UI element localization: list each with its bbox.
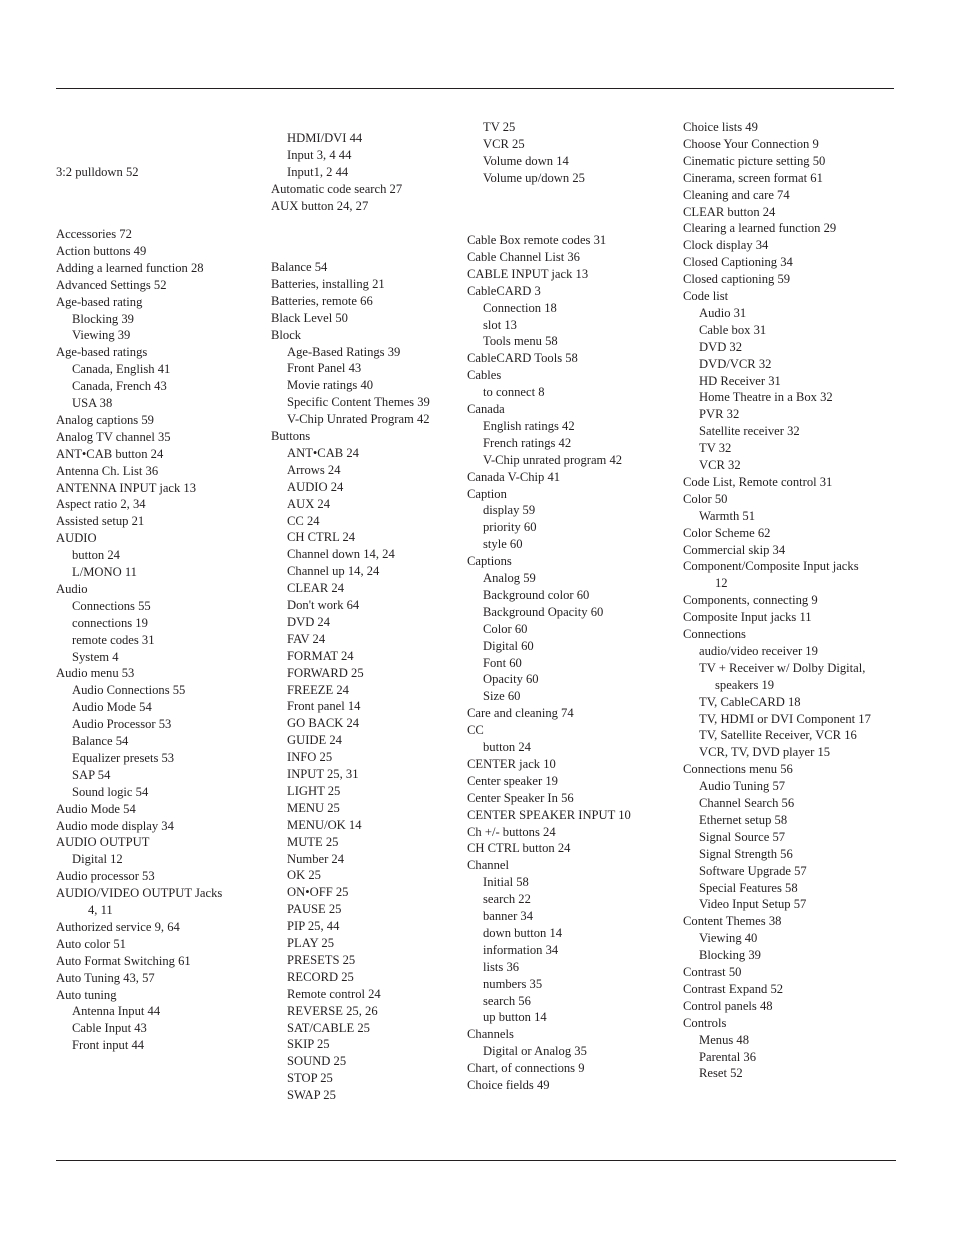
index-subentry: AUX 24: [287, 496, 331, 511]
index-subentry: Blocking 39: [699, 948, 761, 963]
index-subentry: TV, CableCARD 18: [699, 694, 801, 709]
index-entry: CLEAR button 24: [683, 204, 776, 219]
index-entry: Content Themes 38: [683, 914, 782, 929]
index-subentry: FORWARD 25: [287, 665, 364, 680]
header-rule: [56, 88, 894, 89]
index-subentry: RECORD 25: [287, 969, 354, 984]
index-subentry: CH CTRL 24: [287, 530, 356, 545]
index-subentry: Digital 12: [72, 852, 123, 867]
index-subentry: Channel Search 56: [699, 796, 795, 810]
index-subentry: DVD/VCR 32: [699, 356, 772, 371]
index-subentry: FORMAT 24: [287, 648, 354, 663]
index-entry: Controls: [683, 1015, 727, 1030]
index-subentry: Movie ratings 40: [287, 378, 374, 393]
index-entry: Age-based ratings: [56, 345, 148, 360]
index-entry: Chart, of connections 9: [467, 1061, 585, 1076]
index-entry: ANTENNA INPUT jack 13: [56, 480, 197, 495]
index-subentry: Video Input Setup 57: [699, 897, 807, 912]
index-entry: Clearing a learned function 29: [683, 221, 837, 236]
index-entry: Cable Channel List 36: [467, 249, 580, 264]
index-subentry: SWAP 25: [287, 1088, 336, 1103]
index-entry: Assisted setup 21: [56, 514, 145, 529]
index-subentry: V-Chip unrated program 42: [483, 452, 623, 467]
index-entry: Auto Tuning 43, 57: [56, 970, 155, 985]
index-subentry: Connections 55: [72, 598, 151, 613]
index-entry: Cinerama, screen format 61: [683, 170, 823, 185]
index-subentry: Balance 54: [72, 734, 129, 748]
index-subentry: Front input 44: [72, 1038, 145, 1053]
index-entry: Batteries, installing 21: [271, 276, 385, 291]
index-entry: Age-based rating: [56, 294, 143, 309]
index-entry: Caption: [467, 486, 507, 501]
index-entry-continuation: speakers 19: [715, 677, 775, 692]
index-subentry: Canada, French 43: [72, 379, 167, 394]
index-entry: Automatic code search 27: [271, 181, 403, 196]
index-entry: Contrast Expand 52: [683, 981, 784, 996]
index-subentry: style 60: [483, 537, 523, 552]
index-subentry: down button 14: [483, 925, 563, 940]
index-entry: Advanced Settings 52: [56, 277, 167, 292]
index-subentry: TV + Receiver w/ Dolby Digital,: [699, 660, 866, 675]
index-subentry: Remote control 24: [287, 986, 381, 1001]
index-subentry: L/MONO 11: [72, 565, 137, 579]
index-subentry: Volume down 14: [483, 153, 569, 168]
index-subentry: MENU 25: [287, 800, 340, 815]
index-subentry: Background color 60: [483, 587, 590, 602]
index-entry: Connections menu 56: [683, 762, 793, 777]
index-entry: CENTER SPEAKER INPUT 10: [467, 807, 631, 822]
index-entry: Analog TV channel 35: [56, 429, 171, 444]
index-subentry: VCR, TV, DVD player 15: [699, 745, 831, 760]
index-entry: Control panels 48: [683, 998, 773, 1013]
index-entry: Code list: [683, 289, 729, 303]
index-subentry: Parental 36: [699, 1049, 757, 1064]
index-subentry: Blocking 39: [72, 311, 134, 326]
index-subentry: Signal Source 57: [699, 829, 786, 844]
index-subentry: Initial 58: [483, 875, 529, 890]
index-entry: Center speaker 19: [467, 773, 558, 788]
index-subentry: INPUT 25, 31: [287, 767, 359, 781]
index-subentry: Front Panel 43: [287, 361, 362, 376]
index-entry: Cables: [467, 368, 502, 383]
index-entry: CableCARD Tools 58: [467, 351, 578, 366]
index-subentry: Special Features 58: [699, 880, 798, 895]
index-subentry: Number 24: [287, 851, 345, 866]
index-subentry: Channel down 14, 24: [287, 547, 395, 562]
index-entry: Code List, Remote control 31: [683, 474, 833, 489]
index-subentry: Digital 60: [483, 638, 534, 653]
index-subentry: search 56: [483, 993, 531, 1008]
index-subentry: Viewing 40: [699, 931, 758, 946]
index-subentry: up button 14: [483, 1010, 547, 1025]
index-subentry: LIGHT 25: [287, 783, 341, 798]
index-subentry: Font 60: [483, 655, 522, 670]
index-entry: Cable Box remote codes 31: [467, 233, 607, 247]
index-subentry: Home Theatre in a Box 32: [699, 390, 833, 405]
index-entry: Composite Input jacks 11: [683, 610, 812, 625]
index-subentry: search 22: [483, 892, 531, 907]
index-entry: Components, connecting 9: [683, 593, 818, 608]
index-entry: Captions: [467, 554, 512, 569]
index-entry: Antenna Ch. List 36: [56, 463, 159, 478]
index-subentry: PRESETS 25: [287, 952, 356, 967]
index-entry: Choice lists 49: [683, 120, 758, 134]
index-subentry: SKIP 25: [287, 1037, 330, 1052]
index-entry: Cleaning and care 74: [683, 187, 790, 202]
index-subentry: numbers 35: [483, 976, 543, 991]
index-subentry: TV 25: [483, 120, 516, 134]
index-subentry: Reset 52: [699, 1066, 743, 1081]
index-entry: Component/Composite Input jacks: [683, 559, 859, 574]
index-entry: Color Scheme 62: [683, 525, 771, 540]
index-entry: Closed Captioning 34: [683, 255, 793, 270]
index-subentry: Warmth 51: [699, 508, 755, 523]
index-subentry: Viewing 39: [72, 328, 131, 343]
index-entry: AUDIO OUTPUT: [56, 835, 150, 850]
index-subentry: FAV 24: [287, 631, 326, 646]
index-subentry: Equalizer presets 53: [72, 750, 175, 765]
index-subentry: REVERSE 25, 26: [287, 1003, 378, 1018]
index-entry: Audio mode display 34: [56, 818, 174, 833]
index-subentry: SOUND 25: [287, 1054, 347, 1069]
index-subentry: connections 19: [72, 615, 148, 630]
index-entry: Contrast 50: [683, 965, 742, 979]
index-entry: Audio processor 53: [56, 869, 155, 884]
index-subentry: TV, HDMI or DVI Component 17: [699, 711, 871, 726]
index-entry: Audio Mode 54: [56, 801, 136, 816]
index-subentry: Background Opacity 60: [483, 604, 604, 619]
index-subentry: display 59: [483, 503, 536, 518]
index-subentry: CLEAR 24: [287, 581, 345, 596]
index-entry: CH CTRL button 24: [467, 841, 571, 856]
index-subentry: ON•OFF 25: [287, 885, 349, 900]
index-subentry: Don't work 64: [287, 598, 360, 612]
index-subentry: TV, Satellite Receiver, VCR 16: [699, 728, 857, 743]
index-subentry: INFO 25: [287, 750, 333, 765]
index-entry: Closed captioning 59: [683, 272, 791, 287]
index-subentry: slot 13: [483, 317, 517, 332]
index-subentry: SAP 54: [72, 767, 111, 782]
index-subentry: PAUSE 25: [287, 902, 342, 917]
index-entry: Auto color 51: [56, 936, 126, 951]
index-subentry: Satellite receiver 32: [699, 424, 800, 439]
index-entry: Clock display 34: [683, 238, 769, 253]
index-subentry: Size 60: [483, 689, 521, 704]
index-entry: Ch +/- buttons 24: [467, 824, 556, 839]
index-entry: CABLE INPUT jack 13: [467, 266, 589, 281]
index-subentry: lists 36: [483, 959, 520, 974]
index-subentry: MENU/OK 14: [287, 817, 362, 832]
index-subentry: Channel up 14, 24: [287, 564, 380, 579]
index-subentry: audio/video receiver 19: [699, 643, 818, 658]
index-subentry: HDMI/DVI 44: [287, 131, 363, 145]
index-entry: Care and cleaning 74: [467, 706, 574, 721]
index-subentry: AUDIO 24: [287, 479, 344, 494]
index-subentry: remote codes 31: [72, 632, 155, 647]
index-entry: Balance 54: [271, 260, 328, 274]
index-entry: ANT•CAB button 24: [56, 446, 164, 461]
index-subentry: CC 24: [287, 513, 320, 528]
index-entry: AUDIO/VIDEO OUTPUT Jacks: [56, 886, 223, 901]
index-entry: 3:2 pulldown 52: [56, 165, 139, 179]
index-entry: Authorized service 9, 64: [56, 919, 180, 934]
index-subentry: DVD 32: [699, 339, 743, 354]
index-subentry: Audio Processor 53: [72, 717, 172, 732]
index-entry: Auto tuning: [56, 987, 117, 1002]
index-subentry: System 4: [72, 649, 119, 664]
index-subentry: VCR 32: [699, 458, 741, 472]
index-entry: AUDIO: [56, 531, 97, 546]
index-entry: Canada V-Chip 41: [467, 469, 561, 484]
index-entry: Batteries, remote 66: [271, 293, 373, 308]
index-entry: Connections: [683, 627, 746, 641]
index-subentry: Opacity 60: [483, 672, 539, 687]
index-entry: Cinematic picture setting 50: [683, 153, 826, 168]
index-subentry: Cable box 31: [699, 322, 767, 337]
index-subentry: button 24: [72, 548, 120, 563]
index-subentry: PLAY 25: [287, 936, 335, 950]
index-entry: CENTER jack 10: [467, 756, 556, 771]
index-subentry: USA 38: [72, 396, 113, 410]
index-subentry: VCR 25: [483, 136, 525, 151]
index-subentry: Tools menu 58: [483, 334, 558, 349]
index-entry: Audio menu 53: [56, 666, 135, 681]
index-subentry: Volume up/down 25: [483, 170, 585, 185]
index-subentry: GO BACK 24: [287, 716, 360, 731]
index-entry: Block: [271, 327, 302, 342]
index-subentry: Analog 59: [483, 571, 536, 585]
index-subentry: Cable Input 43: [72, 1021, 147, 1036]
index-subentry: Ethernet setup 58: [699, 812, 788, 827]
index-subentry: Signal Strength 56: [699, 846, 793, 861]
index-subentry: Arrows 24: [287, 462, 341, 477]
index-entry: Choose Your Connection 9: [683, 136, 819, 151]
index-subentry: priority 60: [483, 520, 537, 535]
index-subentry: ANT•CAB 24: [287, 445, 359, 460]
index-subentry: information 34: [483, 942, 559, 957]
index-subentry: Menus 48: [699, 1032, 750, 1047]
index-entry: Adding a learned function 28: [56, 260, 204, 275]
index-subentry: OK 25: [287, 868, 321, 883]
index-subentry: to connect 8: [483, 385, 545, 400]
index-subentry: Input 3, 4 44: [287, 147, 352, 162]
index-subentry: DVD 24: [287, 614, 331, 629]
index-subentry: banner 34: [483, 909, 534, 923]
index-subentry: Antenna Input 44: [72, 1004, 161, 1019]
index-entry: Channel: [467, 858, 509, 873]
index-entry: Analog captions 59: [56, 412, 154, 427]
index-subentry: Audio 31: [699, 305, 747, 320]
footer-rule: [56, 1160, 896, 1161]
index-entry: Black Level 50: [271, 310, 348, 325]
index-entry: CC: [467, 723, 484, 738]
index-subentry: Audio Mode 54: [72, 700, 152, 715]
index-entry: Center Speaker In 56: [467, 790, 574, 805]
index-subentry: English ratings 42: [483, 418, 575, 433]
index-subentry: Digital or Analog 35: [483, 1044, 587, 1059]
index-entry: Accessories 72: [56, 227, 132, 241]
index-subentry: SAT/CABLE 25: [287, 1020, 370, 1035]
index-subentry: Audio Tuning 57: [699, 779, 786, 794]
index-subentry: Sound logic 54: [72, 784, 149, 799]
index-subentry: TV 32: [699, 441, 732, 456]
index-subentry: Canada, English 41: [72, 362, 171, 377]
index-subentry: Front panel 14: [287, 699, 361, 714]
index-subentry: button 24: [483, 740, 531, 754]
index-entry: Aspect ratio 2, 34: [56, 497, 146, 512]
index-entry: Channels: [467, 1027, 514, 1042]
index-entry: Action buttons 49: [56, 243, 147, 258]
index-entry: AUX button 24, 27: [271, 198, 369, 213]
index-subentry: PVR 32: [699, 407, 740, 422]
index-subentry: Audio Connections 55: [72, 683, 186, 698]
index-subentry: PIP 25, 44: [287, 919, 340, 934]
index-subentry: Connection 18: [483, 300, 557, 315]
index-entry: Commercial skip 34: [683, 542, 786, 557]
index-subentry: V-Chip Unrated Program 42: [287, 412, 430, 427]
index-subentry: Input1, 2 44: [287, 164, 349, 179]
index-subentry: Software Upgrade 57: [699, 863, 807, 878]
index-entry: CableCARD 3: [467, 283, 541, 298]
index-entry: Audio: [56, 581, 88, 596]
index-subentry: MUTE 25: [287, 834, 339, 849]
index-entry: Canada: [467, 402, 505, 416]
index-entry: Choice fields 49: [467, 1078, 550, 1092]
index-entry: Buttons: [271, 429, 311, 443]
index-subentry: FREEZE 24: [287, 682, 349, 697]
index-subentry: Age-Based Ratings 39: [287, 344, 401, 359]
index-subentry: GUIDE 24: [287, 733, 342, 748]
index-entry-continuation: 4, 11: [88, 903, 113, 917]
index-entry: Color 50: [683, 491, 728, 506]
index-entry-continuation: 12: [715, 576, 728, 591]
index-subentry: HD Receiver 31: [699, 373, 781, 388]
index-subentry: Specific Content Themes 39: [287, 395, 430, 410]
index-subentry: Color 60: [483, 621, 528, 636]
index-entry: Auto Format Switching 61: [56, 953, 191, 968]
index-subentry: STOP 25: [287, 1071, 333, 1086]
index-subentry: French ratings 42: [483, 435, 572, 450]
